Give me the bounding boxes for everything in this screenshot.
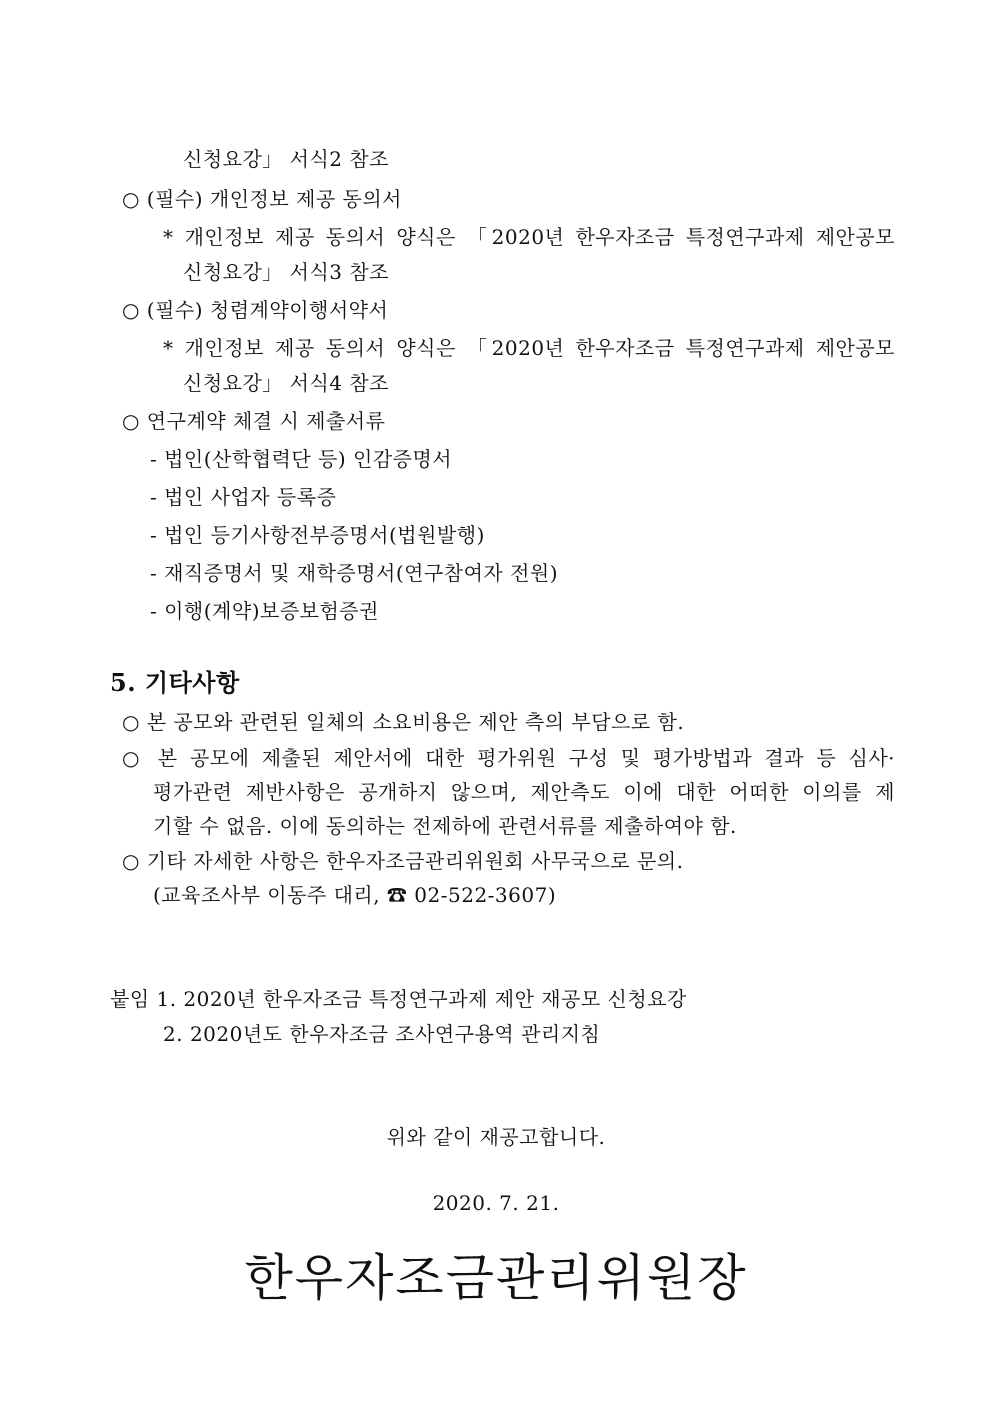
doc-line: (교육조사부 이동주 대리, ☎ 02-522-3607) xyxy=(153,883,557,907)
doc-line: 기할 수 없음. 이에 동의하는 전제하에 관련서류를 제출하여야 함. xyxy=(153,814,737,838)
doc-line: * 개인정보 제공 동의서 양식은 「2020년 한우자조금 특정연구과제 제안공모 xyxy=(163,225,895,249)
attachment-line: 붙임 1. 2020년 한우자조금 특정연구과제 제안 재공모 신청요강 xyxy=(110,987,687,1011)
doc-line: - 법인 등기사항전부증명서(법원발행) xyxy=(150,523,485,547)
doc-line: * 개인정보 제공 동의서 양식은 「2020년 한우자조금 특정연구과제 제안공모 xyxy=(163,336,895,360)
doc-line: 평가관련 제반사항은 공개하지 않으며, 제안측도 이에 대한 어떠한 이의를 제 xyxy=(153,780,895,804)
doc-line: 신청요강」 서식4 참조 xyxy=(183,371,389,395)
doc-line: 신청요강」 서식3 참조 xyxy=(183,260,389,284)
document-date: 2020. 7. 21. xyxy=(432,1191,560,1215)
closing-text: 위와 같이 재공고합니다. xyxy=(386,1125,606,1149)
doc-line: ○ (필수) 청렴계약이행서약서 xyxy=(122,298,389,322)
doc-line: 신청요강」 서식2 참조 xyxy=(183,147,389,171)
attachment-line: 2. 2020년도 한우자조금 조사연구용역 관리지침 xyxy=(163,1022,601,1046)
doc-line: ○ 본 공모에 제출된 제안서에 대한 평가위원 구성 및 평가방법과 결과 등 심사· xyxy=(122,746,895,770)
doc-line: - 법인 사업자 등록증 xyxy=(150,485,337,509)
doc-line: ○ 기타 자세한 사항은 한우자조금관리위원회 사무국으로 문의. xyxy=(122,849,684,873)
doc-line: ○ 연구계약 체결 시 제출서류 xyxy=(122,409,386,433)
section-heading: 5. 기타사항 xyxy=(110,668,240,697)
doc-line: - 법인(산학협력단 등) 인감증명서 xyxy=(150,447,453,471)
doc-line: ○ 본 공모와 관련된 일체의 소요비용은 제안 측의 부담으로 함. xyxy=(122,710,685,734)
signature-title: 한우자조금관리위원장 xyxy=(244,1249,748,1307)
doc-line: - 이행(계약)보증보험증권 xyxy=(150,599,379,623)
doc-line: - 재직증명서 및 재학증명서(연구참여자 전원) xyxy=(150,561,559,585)
doc-line: ○ (필수) 개인정보 제공 동의서 xyxy=(122,187,403,211)
